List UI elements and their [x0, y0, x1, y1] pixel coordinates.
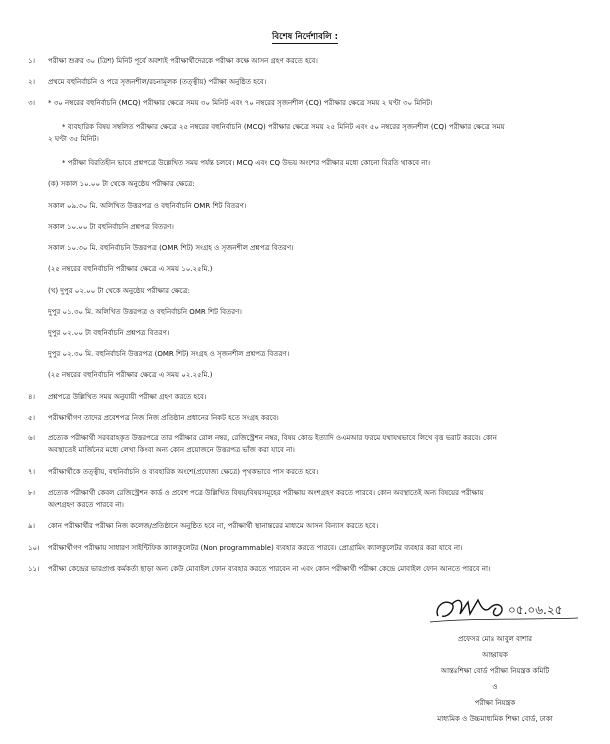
item-text: কোন পরীক্ষার্থীর পরীক্ষা নিজ কলেজ/প্রতিষ্ঠানে অনুষ্ঠিত হবে না, পরীক্ষার্থী স্থানান্তরের মাধ্যমে আসন বিন্যাস করতে হবে। [48, 522, 379, 530]
sub-line: (২৫ নম্বরের বহুনির্বাচনি পরীক্ষার ক্ষেত্রে এ সময় ০২.২৫মি.) [48, 371, 213, 379]
item-text: প্রত্যেক পরীক্ষার্থী কেবল রেজিস্ট্রেশন কার্ড ও প্রবেশ পত্রে উল্লিখিত বিষয়/বিষয়সমূহের পরীক্ষায় অংশগ্রহণ করতে পারবে। কোন অবস্থাতেই অন্য বিষয়ের পরীক্ষায় [48, 489, 484, 497]
item-number: ৮। [28, 489, 36, 497]
item-text: পরীক্ষার্থীকে তত্ত্বীয়, বহুনির্বাচনি ও ব্যবহারিক অংশে(প্রযোজ্য ক্ষেত্রে) পৃথকভাবে পাস করতে হবে। [48, 468, 319, 476]
sub-line: দুপুর ০১.৩০ মি. অলিখিত উত্তরপত্র ও বহুনির্বাচনি OMR শিট বিতরণ। [48, 308, 242, 316]
signature-date: ০৫.০৬.২৫ [508, 603, 563, 617]
item-text: * ৩০ নম্বরের বহুনির্বাচনি (MCQ) পরীক্ষার ক্ষেত্রে সময় ৩০ মিনিট এবং ৭০ নম্বরের সৃজনশীল (CQ) পরীক্ষার ক্ষেত্রে সময় ২ ঘণ্টা ৩০ মিনিট। [48, 99, 433, 107]
item-number: ৩। [28, 99, 36, 107]
item-text: পরীক্ষার্থীগণ পরীক্ষায় সাধারণ সাইন্টিফিক ক্যালকুলেটর (Non programmable) ব্যবহার করতে পারবে। প্রোগ্রামিং ক্যালকুলেটর ব্যবহার করা যাবে না। [48, 544, 463, 552]
conjunction: ও [492, 683, 498, 691]
item-text: পরীক্ষা শুরুর ৩০ (ত্রিশ) মিনিট পূর্বে অবশ্যই পরীক্ষার্থীদেরকে পরীক্ষা কক্ষে আসন গ্রহণ করতে হবে। [48, 57, 318, 65]
sub-line: সকাল ১০.০০ টা বহুনির্বাচনি প্রশ্নপত্র বিতরণ। [48, 223, 174, 231]
sub-line: দুপুর ০২.০০ টা বহুনির্বাচনি প্রশ্নপত্র বিতরণ। [48, 329, 170, 337]
sub-line: সকাল ১০.৩০ মি. বহুনির্বাচনি উত্তরপত্র (OMR শিট) সংগ্রহ ও সৃজনশীল প্রশ্নপত্র বিতরণ। [48, 244, 294, 252]
item-number: ১০। [28, 544, 40, 552]
item-text: প্রত্যেক পরীক্ষার্থী সরবরাহকৃত উত্তরপত্রে তার পরীক্ষার রোল নম্বর, রেজিস্ট্রেশন নম্বর, বিষয় কোড ইত্যাদি ওএমআর ফরমে যথাযথভাবে লিখে বৃত্ত ভরাট করবে। কোন [48, 434, 497, 442]
item-text-cont: অংশগ্রহণ করতে পারবে না। [48, 501, 124, 509]
sub-line: (ক) সকাল ১০.০০ টা থেকে অনুষ্ঠেয় পরীক্ষার ক্ষেত্রে: [48, 180, 195, 188]
board-name: মাধ্যমিক ও উচ্চমাধ্যমিক শিক্ষা বোর্ড, ঢাকা [437, 715, 553, 723]
controller-title: পরীক্ষা নিয়ন্ত্রক [474, 699, 516, 707]
item-number: ১। [28, 57, 36, 65]
page-title: বিশেষ নির্দেশাবলি : [272, 32, 338, 42]
item-number: ৫। [28, 414, 36, 422]
signatory-role: আহ্বায়ক [482, 651, 508, 659]
item-text: প্রশ্নপত্রে উল্লিখিত সময় অনুযায়ী পরীক্ষা গ্রহণ করতে হবে। [48, 393, 207, 401]
sub-line: দুপুর ০২.৩০ মি. বহুনির্বাচনি উত্তরপত্র (OMR শিট) সংগ্রহ ও সৃজনশীল প্রশ্নপত্র বিতরণ। [48, 350, 290, 358]
sub-line: ২ ঘণ্টা ৩৫ মিনিট। [48, 135, 99, 143]
sub-line: * পরীক্ষা বিরতিহীন ভাবে প্রশ্নপত্রে উল্লেখিত সময় পর্যন্ত চলবে। MCQ এবং CQ উভয় অংশের পরীক্ষার মধ্যে কোনো বিরতি থাকবে না। [62, 159, 431, 167]
item-number: ১১। [28, 565, 40, 573]
item-text: প্রথমে বহুনির্বাচনি ও পরে সৃজনশীল/রচনামূলক (তত্ত্বীয়) পরীক্ষা অনুষ্ঠিত হবে। [48, 78, 267, 86]
sub-line: সকাল ০৯.৩০ মি. অলিখিত উত্তরপত্র ও বহুনির্বাচনি OMR শিট বিতরণ। [48, 202, 247, 210]
item-number: ৪। [28, 393, 36, 401]
signature-image [430, 588, 580, 633]
sub-line: (২৫ নম্বরের বহুনির্বাচনি পরীক্ষার ক্ষেত্রে এ সময় ১০.২৫মি.) [48, 265, 213, 273]
sub-line: (খ) দুপুর ০২.০০ টা থেকে অনুষ্ঠেয় পরীক্ষার ক্ষেত্রে: [48, 287, 190, 295]
item-number: ৯। [28, 522, 36, 530]
signatory-name: প্রফেসর মোঃ আবুল বাশার [457, 635, 533, 643]
item-text: পরীক্ষার্থীগণ তাদের প্রবেশপত্র নিজ নিজ প্রতিষ্ঠান প্রধানের নিকট হতে সংগ্রহ করবে। [48, 414, 279, 422]
item-number: ৭। [28, 468, 36, 476]
item-number: ২। [28, 78, 36, 86]
sub-line: * ব্যবহারিক বিষয় সম্বলিত পরীক্ষার ক্ষেত্রে ২৫ নম্বরের বহুনির্বাচনি (MCQ) পরীক্ষার ক্ষেত্রে সময় ২৫ মিনিট এবং ৫০ নম্বরের সৃজনশীল (CQ) পরীক্ষার ক্ষেত্রে সময় [62, 123, 505, 131]
item-text: পরীক্ষা কেন্দ্রের ভারপ্রাপ্ত কর্মকর্তা ছাড়া অন্য কেউ মোবাইল ফোন ব্যবহার করতে পারবেন না এবং কোন পরীক্ষার্থী পরীক্ষা কেন্দ্রে মোবাইল ফোন আনতে পারবে না। [48, 565, 491, 573]
item-number: ৬। [28, 434, 36, 442]
item-text-cont: অবস্থাতেই মার্জিনের মধ্যে লেখা কিংবা অন্য কোন প্রয়োজনে উত্তরপত্র ভাঁজ করা যাবে না। [48, 446, 295, 454]
committee-name: আন্তঃশিক্ষা বোর্ড পরীক্ষা নিয়ন্ত্রক কমিটি [440, 667, 550, 675]
